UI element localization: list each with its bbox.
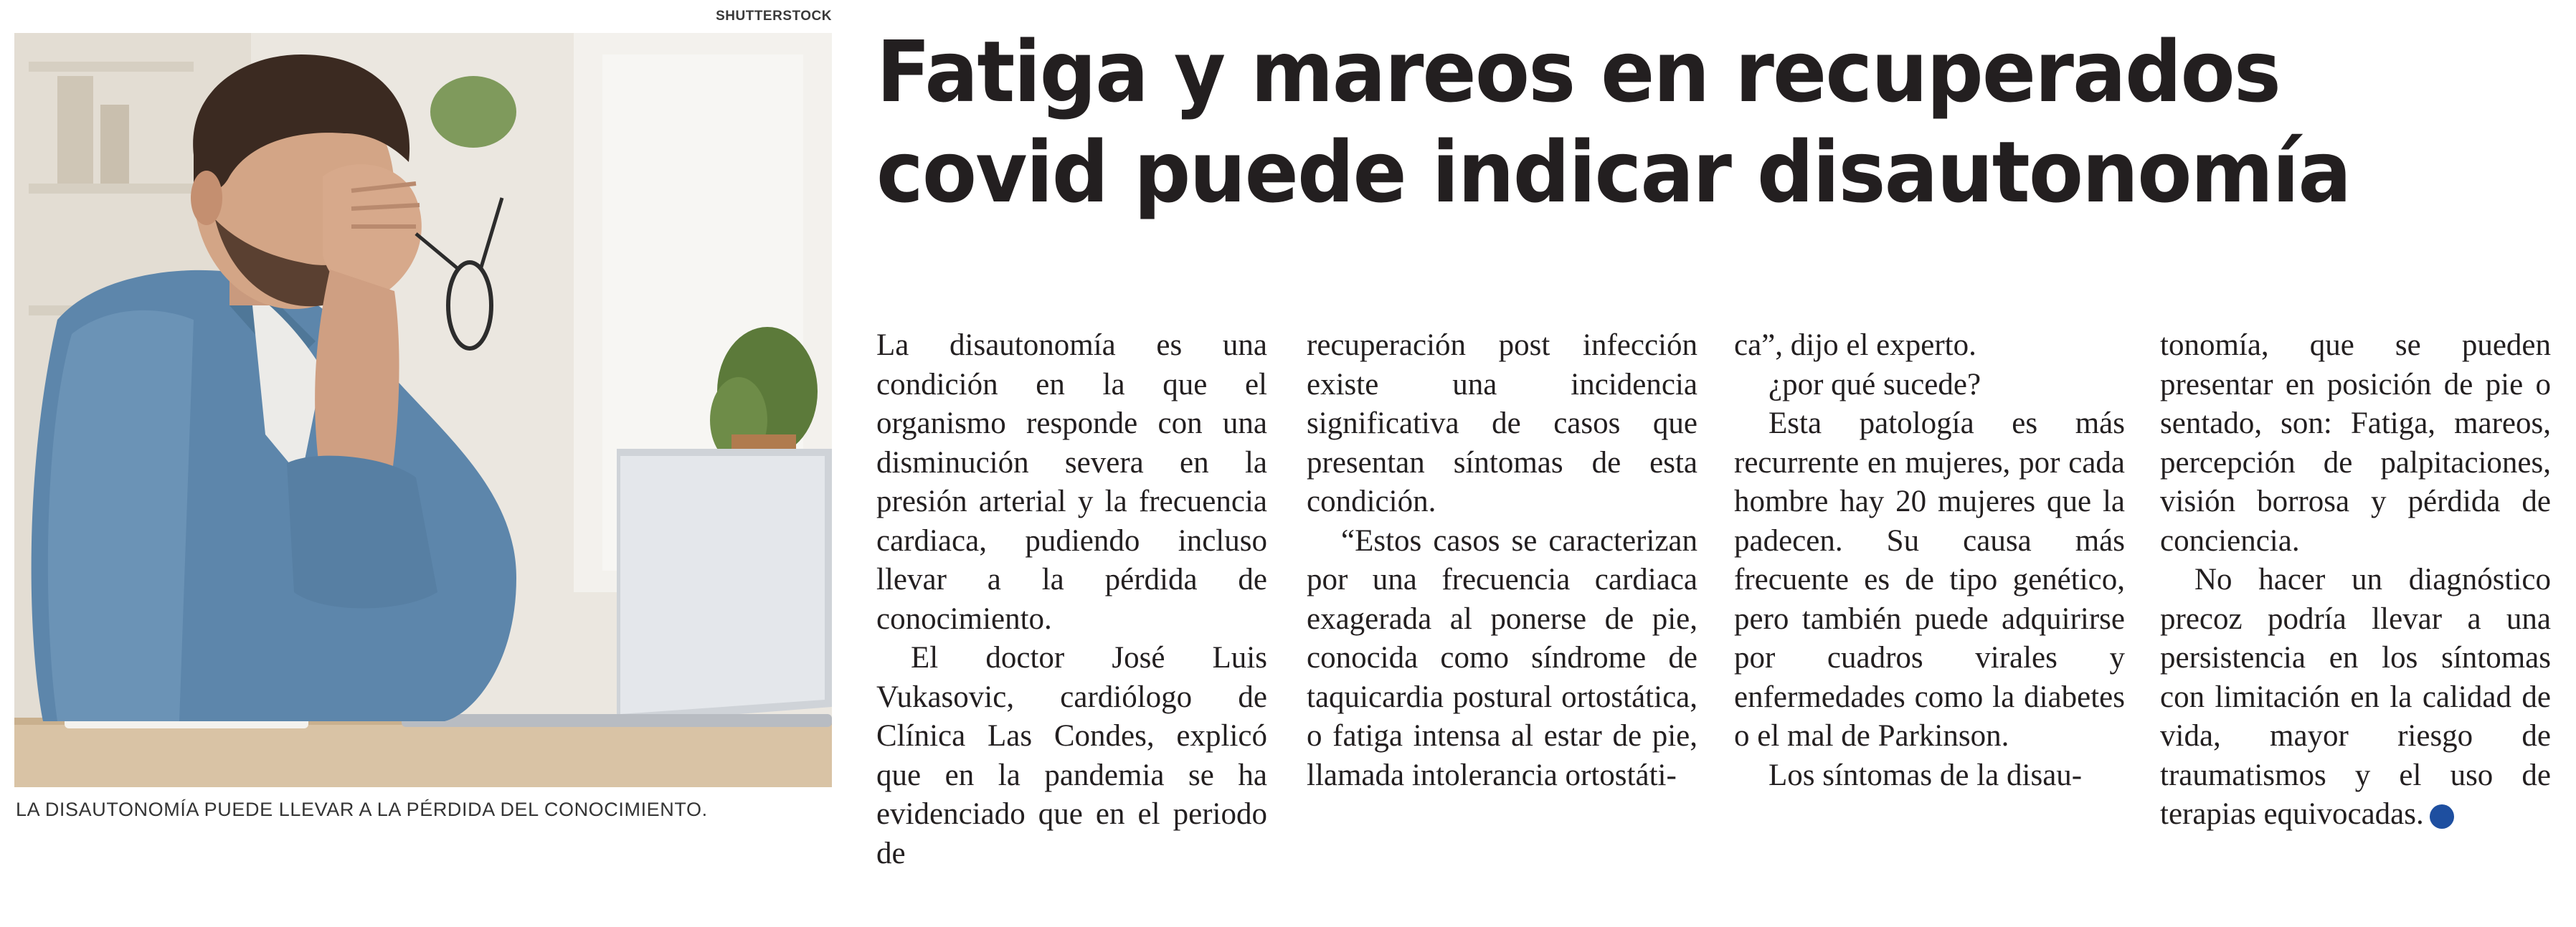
article-paragraph: tonomía, que se pueden presentar en posición de pie o sentado, son: Fatiga, mareos, percepción de palpitaciones, visión borrosa y pérdida de conciencia. — [2160, 328, 2551, 558]
article-paragraph: “Estos casos se caracterizan por una frecuencia cardiaca exagerada al ponerse de pie, conocida como síndrome de taquicardia postural ortostática, o fatiga intensa al estar de pie, llamada intolerancia ortostáti- — [1307, 523, 1697, 792]
headline-line-1: Fatiga y mareos en recuperados — [876, 22, 2281, 121]
man-rubbing-eyes-illustration — [14, 33, 832, 787]
article-paragraph-text: No hacer un diagnóstico precoz podría llevar a una persistencia en los síntomas con limitación en la calidad de vida, mayor riesgo de traumatismos y el uso de terapias equivocadas. — [2160, 563, 2551, 831]
article-column-3 — [1734, 326, 2125, 795]
article-paragraph: La disautonomía es una condición en la que el organismo responde con una disminución severa en la presión arterial y la frecuencia cardiaca, pudiendo incluso llevar a la pérdida de conocimiento. — [876, 328, 1267, 636]
end-of-article-icon: ✪ — [2430, 804, 2454, 829]
article-paragraph: Los síntomas de la disau- — [1768, 758, 2083, 792]
headline-line-2: covid puede indicar disautonomía — [876, 123, 2351, 222]
article-headline — [876, 22, 2454, 222]
photo-credit: SHUTTERSTOCK — [716, 9, 832, 24]
article-paragraph: ca”, dijo el experto. — [1734, 328, 1976, 362]
article-column-1 — [876, 326, 1267, 873]
article-paragraph: recuperación post infección existe una incidencia significativa de casos que presentan síntomas de esta condición. — [1307, 328, 1697, 518]
article-column-2 — [1307, 326, 1697, 795]
article-subheading: ¿por qué sucede? — [1768, 367, 1981, 401]
article-paragraph: Esta patología es más recurrente en mujeres, por cada hombre hay 20 mujeres que la padecen. Su causa más frecuente es de tipo genético, pero también puede adquirirse por cuadros virales y enfermedades como la diabetes o el mal de Parkinson. — [1734, 407, 2125, 753]
article-column-4 — [2160, 326, 2551, 835]
article-paragraph-last — [2160, 561, 2551, 835]
article-photo — [14, 33, 832, 787]
photo-caption: LA DISAUTONOMÍA PUEDE LLEVAR A LA PÉRDIDA DEL CONOCIMIENTO. — [16, 799, 708, 820]
article-paragraph: El doctor José Luis Vukasovic, cardiólogo de Clínica Las Condes, explicó que en la pandemia se ha evidenciado que en el periodo de — [876, 641, 1267, 870]
